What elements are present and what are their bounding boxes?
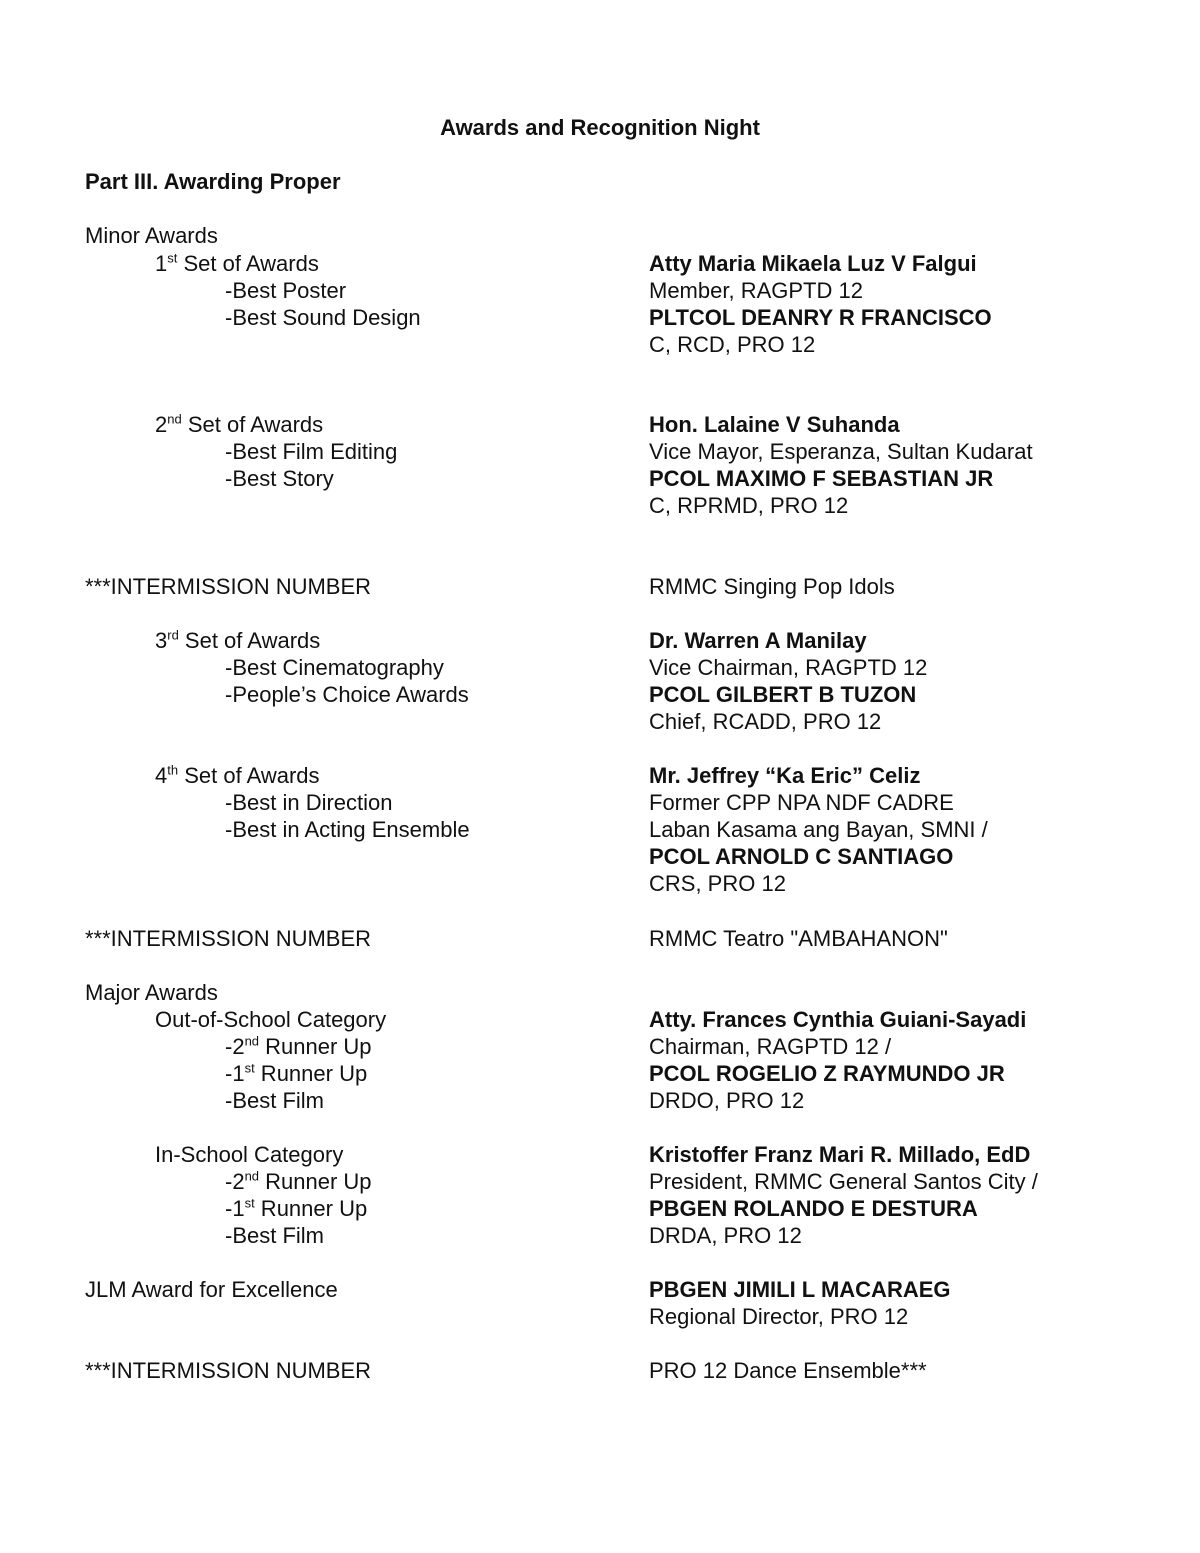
award-item: -Best Sound Design [225, 305, 421, 330]
out-of-school-category: Out-of-School Category [155, 1007, 387, 1032]
award-set-4-heading: 4th Set of Awards [155, 762, 320, 788]
presenter-name: PBGEN JIMILI L MACARAEG [649, 1277, 951, 1302]
presenter-role: Chairman, RAGPTD 12 / [649, 1034, 892, 1059]
presenter-role: Vice Chairman, RAGPTD 12 [649, 655, 928, 680]
presenter-role: CRS, PRO 12 [649, 871, 786, 896]
presenter-name: PLTCOL DEANRY R FRANCISCO [649, 305, 992, 330]
presenter-name: Mr. Jeffrey “Ka Eric” Celiz [649, 763, 921, 788]
in-school-category: In-School Category [155, 1142, 344, 1167]
part-heading: Part III. Awarding Proper [85, 169, 341, 194]
presenter-name: Atty. Frances Cynthia Guiani-Sayadi [649, 1007, 1027, 1032]
presenter-name: PCOL GILBERT B TUZON [649, 682, 917, 707]
award-item: -People’s Choice Awards [225, 682, 469, 707]
presenter-name: Dr. Warren A Manilay [649, 628, 867, 653]
intermission-label: ***INTERMISSION NUMBER [85, 1358, 372, 1383]
presenter-role: Former CPP NPA NDF CADRE [649, 790, 954, 815]
presenter-role: DRDA, PRO 12 [649, 1223, 802, 1248]
presenter-role: Vice Mayor, Esperanza, Sultan Kudarat [649, 439, 1033, 464]
presenter-role: C, RCD, PRO 12 [649, 332, 816, 357]
presenter-name: Kristoffer Franz Mari R. Millado, EdD [649, 1142, 1031, 1167]
award-item: -Best in Direction [225, 790, 393, 815]
presenter-role: Laban Kasama ang Bayan, SMNI / [649, 817, 988, 842]
award-item: -2nd Runner Up [225, 1033, 372, 1059]
presenter-name: PCOL ROGELIO Z RAYMUNDO JR [649, 1061, 1005, 1086]
award-set-2-heading: 2nd Set of Awards [155, 411, 324, 437]
presenter-role: Member, RAGPTD 12 [649, 278, 863, 303]
award-set-3-heading: 3rd Set of Awards [155, 627, 321, 653]
award-item: -Best Film Editing [225, 439, 398, 464]
award-item: -Best in Acting Ensemble [225, 817, 470, 842]
award-set-1-heading: 1st Set of Awards [155, 250, 319, 276]
presenter-role: Chief, RCADD, PRO 12 [649, 709, 882, 734]
major-awards-heading: Major Awards [85, 980, 218, 1005]
presenter-name: PCOL MAXIMO F SEBASTIAN JR [649, 466, 994, 491]
award-item: -Best Poster [225, 278, 347, 303]
award-item: -2nd Runner Up [225, 1168, 372, 1194]
minor-awards-heading: Minor Awards [85, 223, 218, 248]
award-item: -1st Runner Up [225, 1060, 368, 1086]
presenter-name: PCOL ARNOLD C SANTIAGO [649, 844, 954, 869]
presenter-role: DRDO, PRO 12 [649, 1088, 805, 1113]
intermission-label: ***INTERMISSION NUMBER [85, 574, 372, 599]
award-item: -Best Cinematography [225, 655, 444, 680]
jlm-award-heading: JLM Award for Excellence [85, 1277, 338, 1302]
intermission-performer: RMMC Singing Pop Idols [649, 574, 895, 599]
intermission-performer: PRO 12 Dance Ensemble*** [649, 1358, 927, 1383]
award-item: -Best Film [225, 1088, 324, 1113]
presenter-role: President, RMMC General Santos City / [649, 1169, 1038, 1194]
presenter-role: C, RPRMD, PRO 12 [649, 493, 849, 518]
award-item: -1st Runner Up [225, 1195, 368, 1221]
presenter-name: Hon. Lalaine V Suhanda [649, 412, 900, 437]
presenter-name: PBGEN ROLANDO E DESTURA [649, 1196, 978, 1221]
award-item: -Best Story [225, 466, 334, 491]
presenter-name: Atty Maria Mikaela Luz V Falgui [649, 251, 977, 276]
document-title: Awards and Recognition Night [440, 115, 760, 140]
presenter-role: Regional Director, PRO 12 [649, 1304, 909, 1329]
intermission-performer: RMMC Teatro "AMBAHANON" [649, 926, 948, 951]
intermission-label: ***INTERMISSION NUMBER [85, 926, 372, 951]
award-item: -Best Film [225, 1223, 324, 1248]
